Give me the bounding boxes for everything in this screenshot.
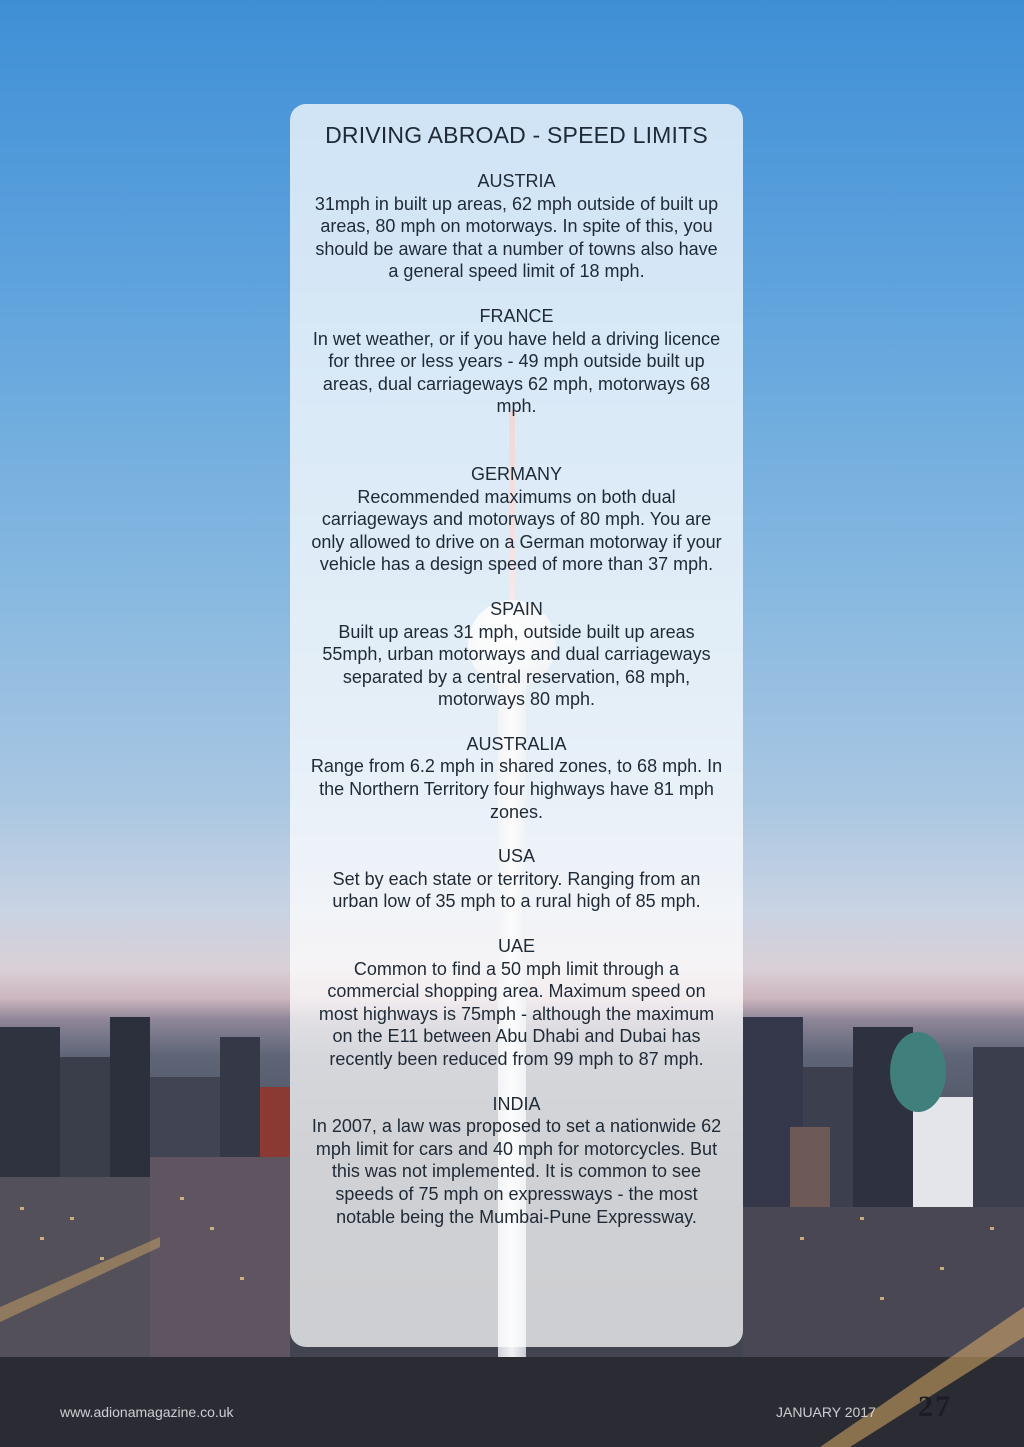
section-heading: AUSTRALIA xyxy=(466,733,567,754)
footer-issue-date: JANUARY 2017 xyxy=(776,1404,876,1420)
section-text: Common to find a 50 mph limit through a commercial shopping area. Maximum speed on most highways is 75mph - although the maximum on the E11 between Abu Dhabi and Dubai has recently been reduced from 99 mph to 87 mph. xyxy=(318,958,715,1069)
section-text: 31mph in built up areas, 62 mph outside of built up areas, 80 mph on motorways. In spite of this, you should be aware that a number of towns also have a general speed limit of 18 mph. xyxy=(314,193,719,282)
section-heading: SPAIN xyxy=(490,598,543,619)
page-number: 27 xyxy=(918,1390,952,1423)
section-heading: FRANCE xyxy=(479,305,554,326)
section-germany xyxy=(308,463,725,576)
section-france xyxy=(308,305,725,418)
section-usa xyxy=(308,845,725,913)
section-heading: AUSTRIA xyxy=(477,171,556,191)
section-heading: GERMANY xyxy=(470,463,562,484)
section-heading: USA xyxy=(497,846,535,867)
section-heading: UAE xyxy=(497,936,535,957)
section-text: In wet weather, or if you have held a driving licence for three or less years - 49 mph outside built up areas, dual carriageways 62 mph, motorways 68 mph. xyxy=(312,328,721,417)
speed-limits-panel xyxy=(290,104,743,1347)
section-india xyxy=(308,1093,725,1229)
page-title: DRIVING ABROAD - SPEED LIMITS xyxy=(325,122,708,148)
section-austria xyxy=(308,170,725,283)
section-uae xyxy=(308,935,725,1071)
section-heading: INDIA xyxy=(492,1093,541,1114)
section-australia xyxy=(308,733,725,823)
section-text: Built up areas 31 mph, outside built up areas 55mph, urban motorways and dual carriageways separated by a central reservation, 68 mph, motorways 80 mph. xyxy=(322,621,711,710)
section-text: Range from 6.2 mph in shared zones, to 68 mph. In the Northern Territory four highways have 81 mph zones. xyxy=(310,756,723,822)
footer-website-link[interactable]: www.adionamagazine.co.uk xyxy=(60,1404,234,1420)
section-text: Set by each state or territory. Ranging from an urban low of 35 mph to a rural high of 85 mph. xyxy=(332,868,701,912)
section-text: Recommended maximums on both dual carriageways and motorways of 80 mph. You are only allowed to drive on a German motorway if your vehicle has a design speed of more than 37 mph. xyxy=(311,486,722,575)
section-text: In 2007, a law was proposed to set a nationwide 62 mph limit for cars and 40 mph for motorcycles. But this was not implemented. It is common to see speeds of 75 mph on expressways - the most notable being the Mumbai-Pune Expressway. xyxy=(311,1116,722,1227)
section-spain xyxy=(308,598,725,711)
